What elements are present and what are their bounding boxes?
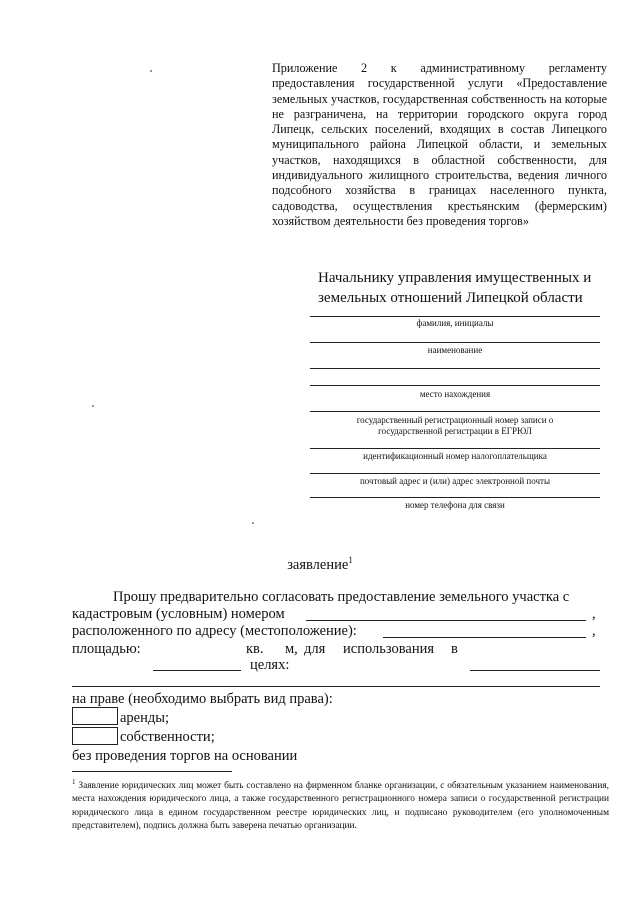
addressee	[318, 268, 608, 308]
address-label: расположенного по адресу (местоположение):	[72, 623, 357, 639]
appendix-text: Приложение 2 к административному регламенту предоставления государственной услуги «Предоставление земельных участков, государственная собственность на которые не разграничена, на территории городского округа город Липецк, сельских поселений, входящих в состав Липецкого муниципального района Липецкой области, и земельных участков, находящихся в областной собственности, для индивидуального жилищного строительства, ведения личного подсобного хозяйства в границах населенного пункта, садоводства, осуществления крестьянским (фермерским) хозяйством деятельности без проведения торгов»	[272, 61, 607, 228]
kv-text: кв.	[246, 641, 264, 657]
title-footnote-mark: 1	[348, 555, 353, 565]
rent-label: аренды;	[120, 710, 170, 726]
footnote-separator	[72, 771, 232, 772]
ownership-checkbox[interactable]	[72, 727, 118, 745]
inn-caption: идентификационный номер налогоплательщика	[363, 451, 547, 461]
v-text: в	[451, 641, 458, 657]
scan-speck	[150, 70, 152, 72]
fio-caption: фамилия, инициалы	[416, 318, 494, 328]
location-line-1[interactable]	[310, 368, 600, 369]
ownership-label: собственности;	[120, 729, 215, 745]
footnote-text: Заявление юридических лиц может быть составлено на фирменном бланке организации, с обязательным указанием наименования, места нахождения юридического лица, а также государственного регистрационного номера записи о государственной регистрации юридического лица в едином государственном реестре юридических лиц, и подписано руководителем (его уполномоченным представителем), подпись должна быть заверена печатью организации.	[72, 781, 609, 831]
inn-line[interactable]	[310, 448, 600, 449]
document-title	[0, 555, 640, 574]
location-line-2[interactable]	[310, 385, 600, 386]
body-line-1: Прошу предварительно согласовать предоставление земельного участка с	[113, 589, 570, 605]
egrul-caption-1: государственный регистрационный номер записи о	[356, 415, 554, 425]
addressee-line-1: Начальнику управления имущественных и	[318, 270, 592, 286]
basis-label: без проведения торгов на основании	[72, 748, 298, 764]
right-label: на праве (необходимо выбрать вид права):	[72, 691, 333, 707]
phone-line[interactable]	[310, 497, 600, 498]
m-text: м,	[285, 641, 298, 657]
addressee-line-2: земельных отношений Липецкой области	[318, 290, 583, 306]
postal-caption: почтовый адрес и (или) адрес электронной почты	[359, 476, 551, 486]
cadastral-number-line[interactable]	[306, 620, 586, 621]
comma-1: ,	[592, 606, 596, 622]
footnote-mark: 1	[72, 778, 76, 786]
cadastral-label: кадастровым (условным) номером	[72, 606, 285, 622]
name-line[interactable]	[310, 342, 600, 343]
postal-line[interactable]	[310, 473, 600, 474]
phone-caption: номер телефона для связи	[405, 500, 505, 510]
egrul-line[interactable]	[310, 411, 600, 412]
egrul-caption-2: государственной регистрации в ЕГРЮЛ	[378, 426, 532, 436]
scan-speck	[252, 522, 254, 524]
area-value-line[interactable]	[153, 670, 241, 671]
comma-2: ,	[592, 623, 596, 639]
location-caption: место нахождения	[419, 389, 491, 399]
use-text: использования	[343, 641, 435, 657]
title-text: заявление	[287, 556, 349, 573]
celyah-text: целях:	[250, 657, 290, 673]
purpose-line-2[interactable]	[72, 686, 600, 687]
fio-line[interactable]	[310, 316, 600, 317]
name-caption: наименование	[427, 345, 483, 355]
scan-speck	[92, 405, 94, 407]
dlya-text: для	[304, 641, 326, 657]
area-label: площадью:	[72, 641, 141, 657]
rent-checkbox[interactable]	[72, 707, 118, 725]
footnote	[72, 776, 609, 833]
address-line[interactable]	[383, 637, 586, 638]
purpose-line[interactable]	[470, 670, 600, 671]
